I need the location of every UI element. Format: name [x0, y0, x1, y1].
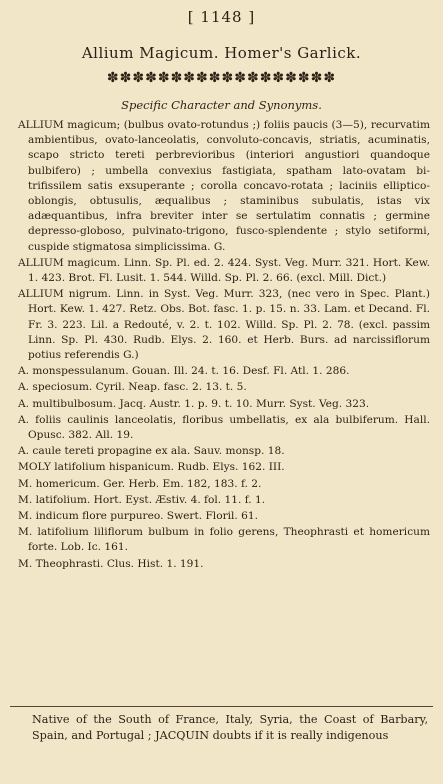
- entry-a-multibulbosum: A. multibulbosum. Jacq. Austr. 1. p. 9. t. 10. Murr. Syst. Veg. 323.: [18, 397, 370, 410]
- page-title: Allium Magicum. Homer's Garlick.: [81, 44, 362, 62]
- footer-rule: [10, 706, 433, 707]
- native-note: Native of the South of France, Italy, Syria, the Coast of Barbary, Spain, and Portugal ; JACQUIN doubts if it is really indigenous: [32, 713, 428, 742]
- entry-a-speciosum: A. speciosum. Cyril. Neap. fasc. 2. 13. t. 5.: [18, 381, 247, 394]
- page-number: [ 1148 ]: [187, 8, 256, 26]
- entry-allium-nigrum: ALLIUM nigrum. Linn. in Syst. Veg. Murr. 323, (nec vero in Spec. Plant.) Hort. Kew. 1. 427. Retz. Obs. Bot. fasc. 1. p. 15. n. 33. Lam. et Decand. Fl. Fr. 3. 223. Lil. a Redouté, v. 2. t. 102. Willd. Sp. Pl. 2. 78. (excl. passim Linn. Sp. Pl. 430. Rudb. Elys. 2. 160. et Herb. Burs. ad narcissiflorum potius referendis G.): [18, 288, 430, 362]
- entry-m-latifolium-hort: M. latifolium. Hort. Eyst. Æstiv. 4. fol. 11. f. 1.: [18, 493, 266, 506]
- section-subhead: Specific Character and Synonyms.: [121, 98, 322, 112]
- entry-allium-magicum-linn: ALLIUM magicum. Linn. Sp. Pl. ed. 2. 424. Syst. Veg. Murr. 321. Hort. Kew. 1. 423. Brot. Fl. Lusit. 1. 544. Willd. Sp. Pl. 2. 66. (excl. Mill. Dict.): [18, 256, 430, 285]
- entry-moly-latifolium: MOLY latifolium hispanicum. Rudb. Elys. 162. III.: [18, 461, 285, 474]
- entry-m-homericum: M. homericum. Ger. Herb. Em. 182, 183. f. 2.: [18, 477, 262, 490]
- entry-a-foliis-caulinis: A. foliis caulinis lanceolatis, floribus umbellatis, ex ala bulbiferum. Hall. Opusc. 382. All. 19.: [18, 413, 430, 442]
- entry-a-caule-tereti: A. caule tereti propagine ex ala. Sauv. monsp. 18.: [18, 445, 285, 458]
- ornament-divider: ✽✽✽✽✽✽✽✽✽✽✽✽✽✽✽✽✽✽: [106, 70, 337, 86]
- entry-m-theophrasti: M. Theophrasti. Clus. Hist. 1. 191.: [18, 557, 204, 570]
- entry-m-latifolium-liliflorum: M. latifolium liliflorum bulbum in folio gerens, Theophrasti et homericum forte. Lob. Ic. 161.: [18, 526, 430, 554]
- synonym-list: [18, 118, 430, 573]
- entry-m-indicum: M. indicum flore purpureo. Swert. Floril. 61.: [18, 510, 258, 523]
- entry-allium-magicum-description: ALLIUM magicum; (bulbus ovato-rotundus ;) foliis paucis (3—5), recurvatim ambientibus, ovato-lanceolatis, convoluto-concavis, striatis, acuminatis, scapo stricto tereti perbrevioribus (interiori angustiori quandoque bulbifero) ; umbella convexius fastigiata, spatham lato-ovatam bi-trifissilem satis exsuperante ; corolla concavo-rotata ; laciniis elliptico-oblongis, obtusulis, æqualibus ; staminibus subulatis, istas vix adæquantibus, infra breviter inter se sertulatim connatis ; germine depresso-globoso, pulvinato-trigono, fusco-splendente ; stylo setiformi, cuspide stigmatosa simplicissima. G.: [18, 119, 430, 253]
- entry-a-monspessulanum: A. monspessulanum. Gouan. Ill. 24. t. 16. Desf. Fl. Atl. 1. 286.: [18, 365, 350, 378]
